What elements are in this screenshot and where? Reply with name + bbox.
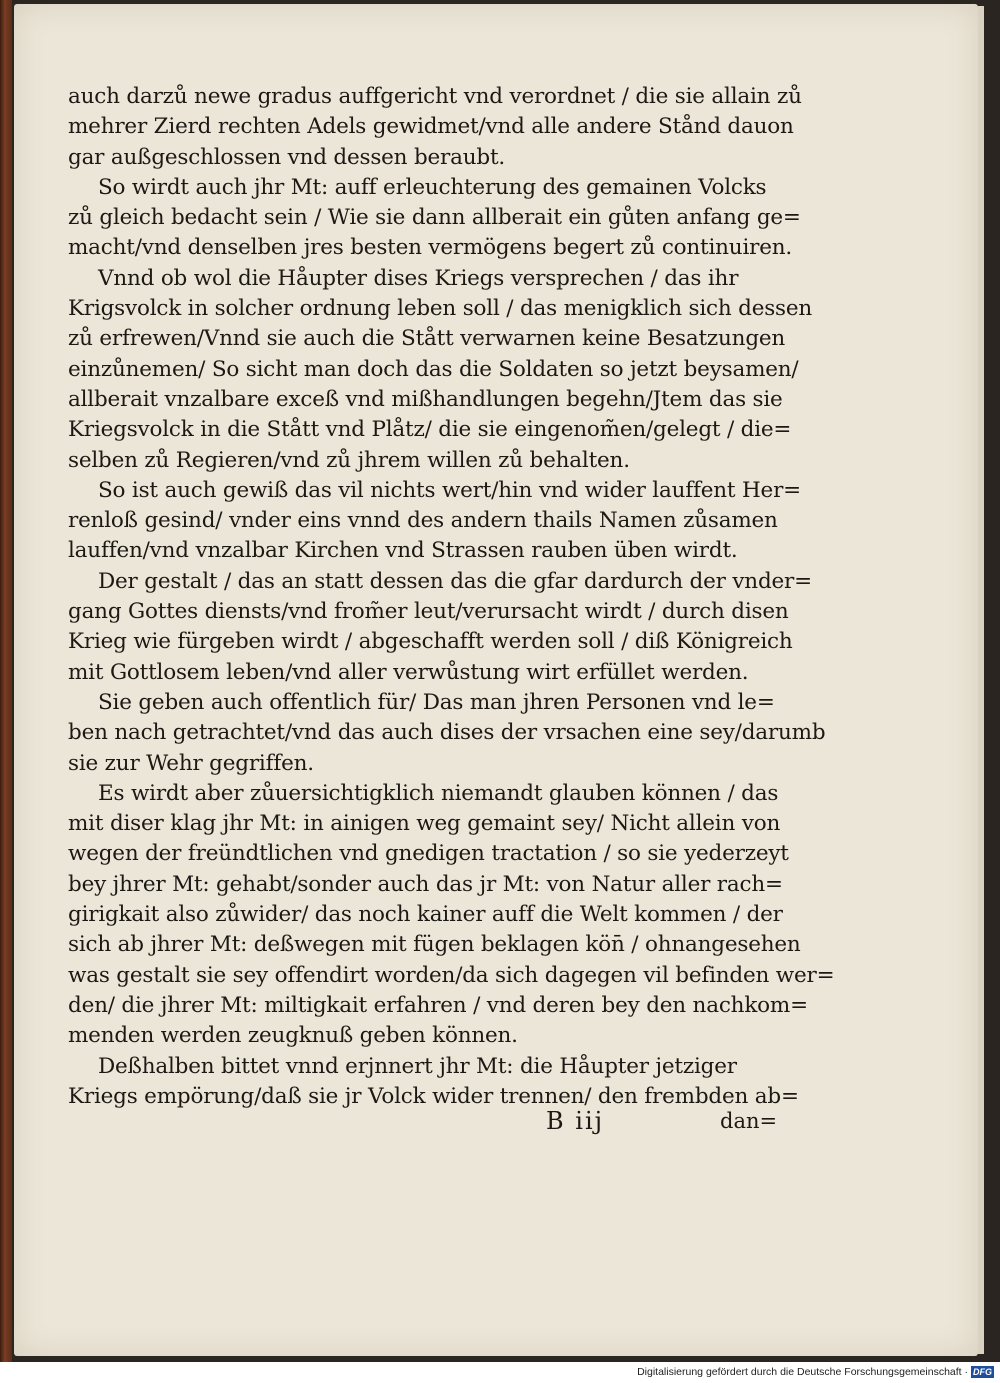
text-line: Vnnd ob wol die Håupter dises Kriegs versprechen / das ihr: [98, 265, 739, 291]
text-line: gang Gottes diensts/vnd from̃er leut/verursacht wirdt / durch disen: [68, 599, 789, 625]
catchword: dan=: [720, 1109, 778, 1133]
text-line: Krigsvolck in solcher ordnung leben soll / das menigklich sich dessen: [68, 296, 813, 322]
text-line: lauffen/vnd vnzalbar Kirchen vnd Strassen rauben üben wirdt.: [68, 538, 738, 564]
text-line: So ist auch gewiß das vil nichts wert/hin vnd wider lauffent Her=: [98, 477, 801, 503]
footer-credit-text: Digitalisierung gefördert durch die Deutsche Forschungsgemeinschaft ·: [637, 1366, 968, 1378]
text-line: Es wirdt aber zůuersichtigklich niemandt glauben können / das: [98, 780, 779, 806]
body-text: [68, 82, 835, 1112]
text-line: Krieg wie fürgeben wirdt / abgeschafft werden soll / diß Königreich: [68, 629, 793, 655]
text-line: sie zur Wehr gegriffen.: [68, 750, 314, 776]
text-line: bey jhrer Mt: gehabt/sonder auch das jr Mt: von Natur aller rach=: [68, 871, 783, 897]
text-line: sich ab jhrer Mt: deßwegen mit fügen beklagen kön̄ / ohnangesehen: [68, 932, 801, 958]
text-line: Der gestalt / das an statt dessen das die gfar dardurch der vnder=: [98, 568, 812, 594]
text-line: Deßhalben bittet vnnd erjnnert jhr Mt: die Håupter jetziger: [98, 1053, 737, 1079]
text-line: ben nach getrachtet/vnd das auch dises der vrsachen eine sey/darumb: [68, 720, 826, 746]
text-line: auch darzů newe gradus auffgericht vnd verordnet / die sie allain zů: [68, 84, 802, 109]
text-line: zů erfrewen/Vnnd sie auch die Stått verwarnen keine Besatzungen: [68, 326, 786, 352]
text-line: was gestalt sie sey offendirt worden/da sich dagegen vil befinden wer=: [68, 962, 835, 988]
text-line: menden werden zeugknuß geben können.: [68, 1023, 518, 1049]
text-line: mit diser klag jhr Mt: in ainigen weg gemaint sey/ Nicht allein von: [68, 811, 781, 837]
text-line: einzůnemen/ So sicht man doch das die Soldaten so jetzt beysamen/: [68, 356, 799, 382]
text-line: So wirdt auch jhr Mt: auff erleuchterung des gemainen Volcks: [98, 174, 767, 200]
text-line: den/ die jhrer Mt: miltigkait erfahren / vnd deren bey den nachkom=: [68, 992, 808, 1018]
text-line: mehrer Zierd rechten Adels gewidmet/vnd alle andere Stånd dauon: [68, 114, 794, 140]
dfg-logo: DFG: [973, 1367, 992, 1377]
text-line: wegen der freündtlichen vnd gnedigen tractation / so sie yederzeyt: [68, 841, 789, 867]
text-line: mit Gottlosem leben/vnd aller verwůstung wirt erfüllet werden.: [68, 659, 749, 685]
digitization-footer: [637, 1366, 994, 1378]
text-line: Kriegsvolck in die Stått vnd Plåtz/ die sie eingenom̃en/gelegt / die=: [68, 417, 792, 443]
text-line: Kriegs empörung/daß sie jr Volck wider trennen/ den frembden ab=: [68, 1083, 799, 1109]
text-line: gar außgeschlossen vnd dessen beraubt.: [68, 144, 506, 170]
text-line: zů gleich bedacht sein / Wie sie dann allberait ein gůten anfang ge=: [68, 205, 801, 231]
text-line: allberait vnzalbare exceß vnd mißhandlungen begehn/Jtem das sie: [68, 386, 783, 412]
text-line: selben zů Regieren/vnd zů jhrem willen zů behalten.: [68, 447, 630, 473]
text-line: renloß gesind/ vnder eins vnnd des andern thails Namen zůsamen: [68, 508, 778, 534]
page-edge: [978, 6, 984, 1354]
text-line: girigkait also zůwider/ das noch kainer auff die Welt kommen / der: [68, 902, 783, 928]
signature-mark: B iij: [546, 1107, 605, 1135]
document-page: [14, 4, 978, 1356]
text-line: macht/vnd denselben jres besten vermögens begert zů continuiren.: [68, 235, 793, 261]
book-spine: [0, 0, 12, 1362]
text-line: Sie geben auch offentlich für/ Das man jhren Personen vnd le=: [98, 689, 775, 715]
